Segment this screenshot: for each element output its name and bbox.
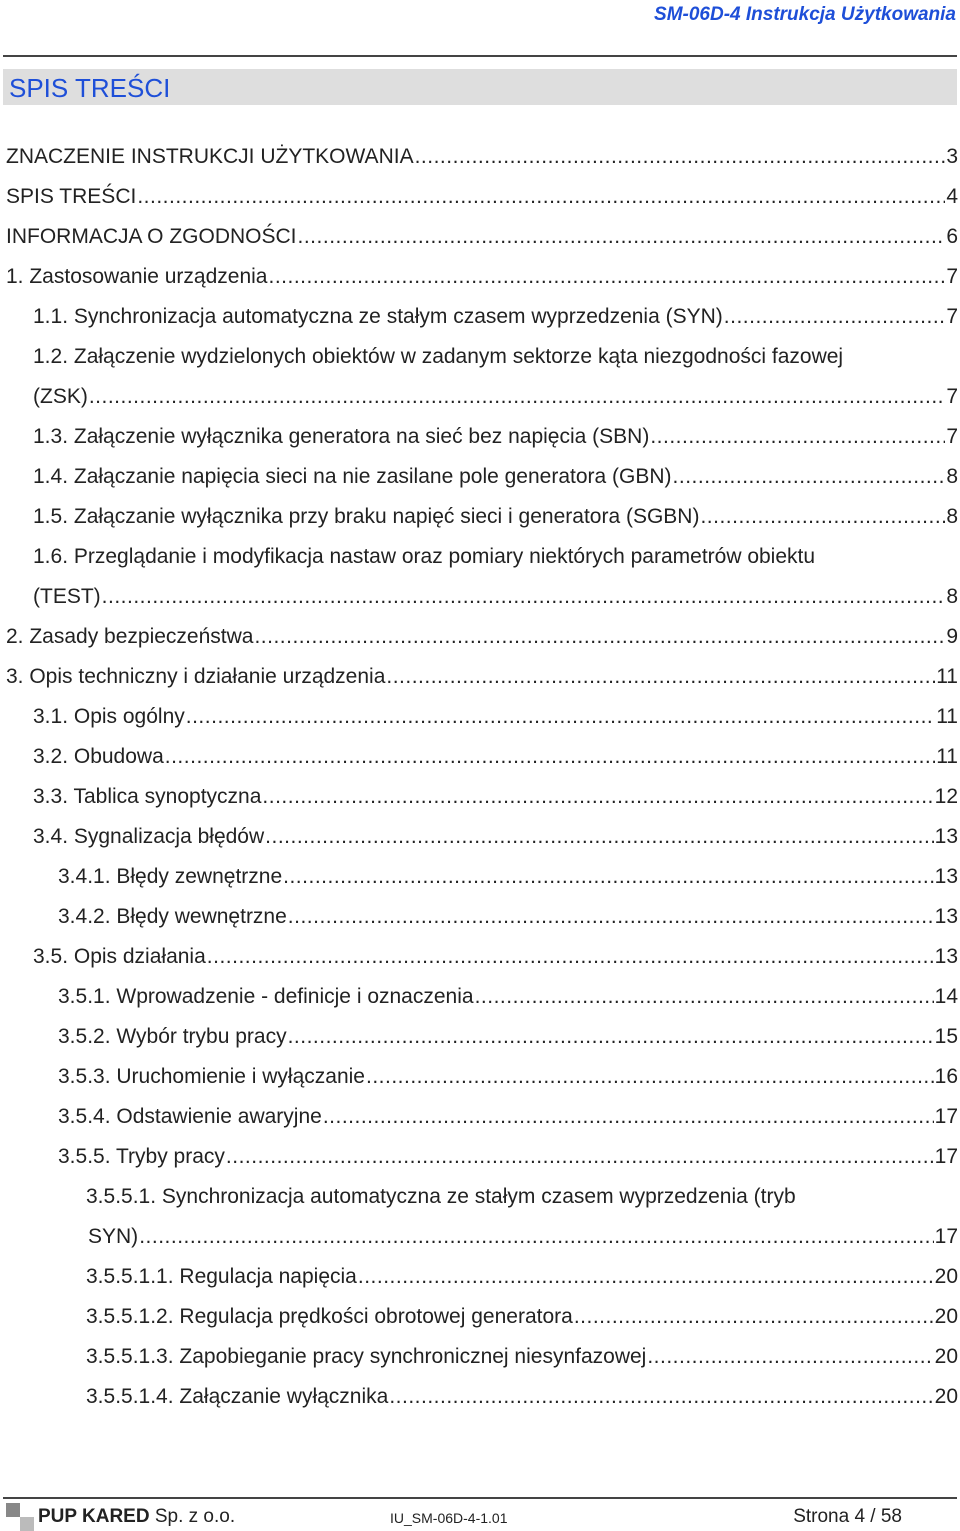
toc-entry-continuation[interactable] xyxy=(0,377,960,417)
toc-leader-dots xyxy=(288,1017,934,1057)
toc-leader-dots xyxy=(700,497,945,537)
section-title: SPIS TREŚCI xyxy=(9,73,171,103)
footer-document-id: IU_SM-06D-4-1.01 xyxy=(390,1510,508,1526)
toc-entry[interactable] xyxy=(0,1337,960,1377)
toc-entry-page: 12 xyxy=(934,785,958,808)
toc-entry[interactable] xyxy=(0,697,960,737)
toc-entry[interactable] xyxy=(0,1257,960,1297)
toc-leader-dots xyxy=(415,137,946,177)
toc-entry-title: 1.2. Załączenie wydzielonych obiektów w zadanym sektorze kąta niezgodności fazowej xyxy=(33,345,844,368)
toc-entry-title: 3. Opis techniczny i działanie urządzenia xyxy=(6,665,386,688)
toc-entry-title: 3.5.1. Wprowadzenie - definicje i oznaczenia xyxy=(58,985,474,1008)
toc-entry-title: 3.5. Opis działania xyxy=(33,945,206,968)
toc-entry-title: 1.3. Załączenie wyłącznika generatora na sieć bez napięcia (SBN) xyxy=(33,425,650,448)
header-divider xyxy=(3,55,957,57)
toc-leader-dots xyxy=(673,457,946,497)
toc-leader-dots xyxy=(269,257,946,297)
toc-entry[interactable] xyxy=(0,497,960,537)
toc-entry[interactable] xyxy=(0,1057,960,1097)
toc-entry-page: 8 xyxy=(946,505,958,528)
toc-entry-page: 14 xyxy=(934,985,958,1008)
toc-entry[interactable] xyxy=(0,977,960,1017)
toc-entry-title: 3.2. Obudowa xyxy=(33,745,164,768)
toc-entry[interactable] xyxy=(0,417,960,457)
toc-entry-title-cont: (TEST) xyxy=(33,585,101,608)
toc-entry-page: 7 xyxy=(946,425,958,448)
toc-entry-page: 7 xyxy=(946,385,958,408)
toc-entry-title: INFORMACJA O ZGODNOŚCI xyxy=(6,225,297,248)
toc-entry-title: 3.5.3. Uruchomienie i wyłączanie xyxy=(58,1065,365,1088)
toc-leader-dots xyxy=(165,737,935,777)
toc-entry-page: 11 xyxy=(936,665,958,688)
toc-entry[interactable] xyxy=(0,177,960,217)
toc-leader-dots xyxy=(226,1137,934,1177)
toc-entry[interactable] xyxy=(0,537,960,577)
toc-leader-dots xyxy=(283,857,934,897)
toc-entry[interactable] xyxy=(0,1177,960,1217)
toc-entry-page: 20 xyxy=(934,1385,958,1408)
toc-entry-title: SPIS TREŚCI xyxy=(6,185,137,208)
page-footer xyxy=(0,1500,960,1530)
footer-page-number: Strona 4 / 58 xyxy=(793,1506,902,1527)
toc-entry-page: 3 xyxy=(946,145,958,168)
toc-entry-page: 15 xyxy=(934,1025,958,1048)
toc-entry-title: 3.4.1. Błędy zewnętrzne xyxy=(58,865,283,888)
toc-entry-title: ZNACZENIE INSTRUKCJI UŻYTKOWANIA xyxy=(6,145,414,168)
toc-entry-page: 17 xyxy=(934,1145,958,1168)
toc-leader-dots xyxy=(647,1337,933,1377)
logo-square-icon xyxy=(6,1503,20,1517)
toc-entry-page: 8 xyxy=(946,465,958,488)
toc-entry-page: 13 xyxy=(934,825,958,848)
toc-entry-page: 13 xyxy=(934,905,958,928)
toc-entry[interactable] xyxy=(0,1097,960,1137)
toc-entry-page: 17 xyxy=(934,1105,958,1128)
footer-company xyxy=(38,1506,235,1528)
toc-entry[interactable] xyxy=(0,857,960,897)
toc-leader-dots xyxy=(265,817,933,857)
toc-entry[interactable] xyxy=(0,337,960,377)
toc-entry[interactable] xyxy=(0,657,960,697)
toc-entry-page: 20 xyxy=(934,1305,958,1328)
toc-entry-page: 13 xyxy=(934,945,958,968)
logo-square-icon xyxy=(20,1517,34,1531)
toc-entry-page: 4 xyxy=(946,185,958,208)
toc-leader-dots xyxy=(475,977,934,1017)
toc-entry-page: 7 xyxy=(946,265,958,288)
toc-entry[interactable] xyxy=(0,737,960,777)
toc-entry-title: 3.5.5.1. Synchronizacja automatyczna ze stałym czasem wyprzedzenia (tryb xyxy=(86,1185,796,1208)
toc-entry-title: 3.4.2. Błędy wewnętrzne xyxy=(58,905,287,928)
company-name: PUP KARED xyxy=(38,1506,150,1527)
toc-leader-dots xyxy=(102,577,946,617)
toc-entry-page: 16 xyxy=(934,1065,958,1088)
toc-leader-dots xyxy=(389,1377,933,1417)
toc-entry-title: 3.5.5.1.3. Zapobieganie pracy synchronicznej niesynfazowej xyxy=(86,1345,647,1368)
toc-entry[interactable] xyxy=(0,1377,960,1417)
toc-entry-title: 3.1. Opis ogólny xyxy=(33,705,185,728)
toc-entry[interactable] xyxy=(0,297,960,337)
toc-entry[interactable] xyxy=(0,897,960,937)
toc-entry-continuation[interactable] xyxy=(0,577,960,617)
toc-entry-page: 17 xyxy=(934,1225,958,1248)
toc-entry-page: 13 xyxy=(934,865,958,888)
toc-entry-title: 3.5.5. Tryby pracy xyxy=(58,1145,225,1168)
toc-leader-dots xyxy=(358,1257,934,1297)
toc-entry[interactable] xyxy=(0,137,960,177)
toc-entry-title: 1.4. Załączanie napięcia sieci na nie zasilane pole generatora (GBN) xyxy=(33,465,672,488)
toc-entry-continuation[interactable] xyxy=(0,1217,960,1257)
toc-entry[interactable] xyxy=(0,217,960,257)
toc-leader-dots xyxy=(650,417,945,457)
toc-leader-dots xyxy=(262,777,933,817)
toc-leader-dots xyxy=(254,617,945,657)
toc-leader-dots xyxy=(574,1297,934,1337)
toc-entry-title: 2. Zasady bezpieczeństwa xyxy=(6,625,254,648)
toc-entry-page: 20 xyxy=(934,1345,958,1368)
toc-leader-dots xyxy=(366,1057,934,1097)
toc-entry-title: 1.5. Załączanie wyłącznika przy braku napięć sieci i generatora (SGBN) xyxy=(33,505,700,528)
toc-leader-dots xyxy=(386,657,935,697)
toc-leader-dots xyxy=(186,697,935,737)
toc-entry-title-cont: (ZSK) xyxy=(33,385,88,408)
toc-leader-dots xyxy=(139,1217,933,1257)
toc-entry[interactable] xyxy=(0,817,960,857)
toc-entry-title: 1.6. Przeglądanie i modyfikacja nastaw oraz pomiary niektórych parametrów obiektu xyxy=(33,545,816,568)
toc-entry-title: 1. Zastosowanie urządzenia xyxy=(6,265,268,288)
toc-entry-page: 8 xyxy=(946,585,958,608)
toc-entry-page: 20 xyxy=(934,1265,958,1288)
toc-entry[interactable] xyxy=(0,257,960,297)
toc-entry[interactable] xyxy=(0,937,960,977)
toc-entry[interactable] xyxy=(0,1297,960,1337)
toc-entry-title: 3.5.4. Odstawienie awaryjne xyxy=(58,1105,322,1128)
toc-entry-page: 11 xyxy=(936,705,958,728)
toc-leader-dots xyxy=(137,177,945,217)
toc-entry-title-cont: SYN) xyxy=(88,1225,139,1248)
toc-leader-dots xyxy=(724,297,946,337)
toc-entry-page: 9 xyxy=(946,625,958,648)
toc-entry[interactable] xyxy=(0,1017,960,1057)
toc-entry-page: 6 xyxy=(946,225,958,248)
toc-entry-title: 3.3. Tablica synoptyczna xyxy=(33,785,262,808)
toc-entry-title: 3.5.5.1.1. Regulacja napięcia xyxy=(86,1265,357,1288)
footer-divider xyxy=(3,1497,957,1499)
toc-leader-dots xyxy=(288,897,934,937)
company-suffix: Sp. z o.o. xyxy=(149,1506,236,1527)
toc-entry-title: 3.4. Sygnalizacja błędów xyxy=(33,825,265,848)
toc-entry-title: 1.1. Synchronizacja automatyczna ze stałym czasem wyprzedzenia (SYN) xyxy=(33,305,723,328)
toc-entry-page: 7 xyxy=(946,305,958,328)
toc-entry-title: 3.5.5.1.4. Załączanie wyłącznika xyxy=(86,1385,389,1408)
toc-entry[interactable] xyxy=(0,777,960,817)
toc-entry[interactable] xyxy=(0,1137,960,1177)
toc-entry-title: 3.5.5.1.2. Regulacja prędkości obrotowej generatora xyxy=(86,1305,573,1328)
toc-entry-title: 3.5.2. Wybór trybu pracy xyxy=(58,1025,287,1048)
toc-leader-dots xyxy=(89,377,945,417)
toc-entry[interactable] xyxy=(0,617,960,657)
toc-leader-dots xyxy=(298,217,946,257)
toc-entry[interactable] xyxy=(0,457,960,497)
document-header-title: SM-06D-4 Instrukcja Użytkowania xyxy=(654,4,956,25)
toc-leader-dots xyxy=(323,1097,934,1137)
section-heading-bar xyxy=(3,69,957,105)
toc-entry-page: 11 xyxy=(936,745,958,768)
toc-leader-dots xyxy=(207,937,934,977)
